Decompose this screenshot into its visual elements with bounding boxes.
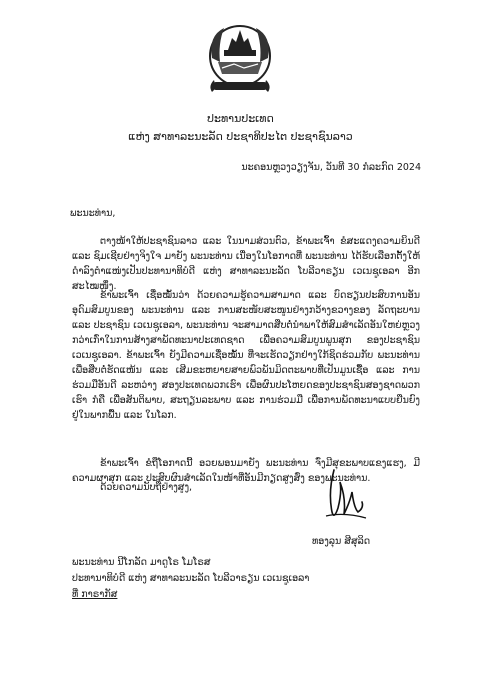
addressee-location: ທີ່ ກາຣາກັສ xyxy=(72,589,118,600)
place-and-date: ນະຄອນຫຼວງວຽງຈັນ, ວັນທີ 30 ກໍລະກົດ 2024 xyxy=(241,162,421,173)
body-paragraph-1: ຕາງໜ້າໃຫ້ປະຊາຊົນລາວ ແລະ ໃນນາມສ່ວນຕົວ, ຂ້າພະເຈົ້າ ຂໍສະແດງຄວາມຍິນດີ ແລະ ຊົມເຊີຍຢ່າງຈິງໃຈ ມາຍັງ ພະນະທ່ານ ເນື່ອງໃນໂອກາດທີ່ ພະນະທ່ານ ໄດ້ຮັບເລືອກຕັ້ງໃຫ້ດຳລົງຕຳແໜ່ງເປັນປະທານາທິບໍດີ ແຫ່ງ ສາທາລະນະລັດ ໂບລີວາຣຽນ ເວເນຊູເອລາ ອີກສະໄໝໜຶ່ງ. xyxy=(72,236,420,292)
salutation: ພະນະທ່ານ, xyxy=(70,208,116,219)
closing-line: ດ້ວຍຄວາມນັບຖືຢ່າງສູງ, xyxy=(100,482,193,493)
handwritten-signature xyxy=(320,462,370,524)
addressee-name: ພະນະທ່ານ ນີໂກລັດ ມາດູໂຣ ໂມໂຣສ xyxy=(72,557,211,568)
signer-name: ທອງລຸນ ສີສຸລິດ xyxy=(312,536,371,547)
national-emblem-icon xyxy=(204,18,276,98)
header-subtitle: ແຫ່ງ ສາທາລະນະລັດ ປະຊາທິປະໄຕ ປະຊາຊົນລາວ xyxy=(128,130,353,143)
header-title: ປະທານປະເທດ xyxy=(207,112,274,125)
body-paragraph-2: ຂ້າພະເຈົ້າ ເຊື່ອໝັ້ນວ່າ ດ້ວຍຄວາມຮູ້ຄວາມສາມາດ ແລະ ບົດຮຽນປະສົບການອັນອຸດົມສົມບູນຂອງ ພະນະທ່ານ ແລະ ການສະໜັບສະໜູນຢ່າງກວ້າງຂວາງຂອງ ລັດຖະບານ ແລະ ປະຊາຊົນ ເວເນຊູເອລາ, ພະນະທ່ານ ຈະສາມາດສືບຕໍ່ນຳພາໃຫ້ສົມສຳເລັດອັນໃຫຍ່ຫຼວງກວ່າເກົ່າໃນການສ້າງສາພັດທະນາປະເທດຊາດ ເພື່ອຄວາມສົມບູນພູນສຸກ ຂອງປະຊາຊົນ ເວເນຊູເອລາ. ຂ້າພະເຈົ້າ ຍັງມີຄວາມເຊື່ອໝັ້ນ ທີ່ຈະເຮັດວຽກຢ່າງໃກ້ຊິດຮ່ວມກັບ ພະນະທ່ານ ເພື່ອສືບຕໍ່ຮັດແໜ້ນ ແລະ ເສີມຂະຫຍາຍສາຍພົວພັນມິດຕະພາບທີ່ເປັນມູນເຊື້ອ ແລະ ການຮ່ວມມືອັນດີ ລະຫວ່າງ ສອງປະເທດພວກເຮົາ ເພື່ອຜົນປະໂຫຍດຂອງປະຊາຊົນສອງຊາດພວກເຮົາ ກໍຄື ເພື່ອສັນຕິພາບ, ສະຖຽນລະພາບ ແລະ ການຮ່ວມມື ເພື່ອການພັດທະນາແບບຍືນຍົງ ຢູ່ໃນພາກພື້ນ ແລະ ໃນໂລກ. xyxy=(72,290,420,421)
addressee-title: ປະທານາທິບໍດີ ແຫ່ງ ສາທາລະນະລັດ ໂບລີວາຣຽນ ເວເນຊູເອລາ xyxy=(72,573,310,584)
body-paragraph-3: ຂ້າພະເຈົ້າ ຂໍຖືໂອກາດນີ້ ອວຍພອນມາຍັງ ພະນະທ່ານ ຈົ່ງມີສຸຂະພາບແຂງແຮງ, ມີຄວາມຜາສຸກ ແລະ ປະສົບຜົນສຳເລັດໃນໜ້າທີ່ອັນມີກຽດສູງສົ່ງ ຂອງພະນະທ່ານ. xyxy=(72,458,420,484)
